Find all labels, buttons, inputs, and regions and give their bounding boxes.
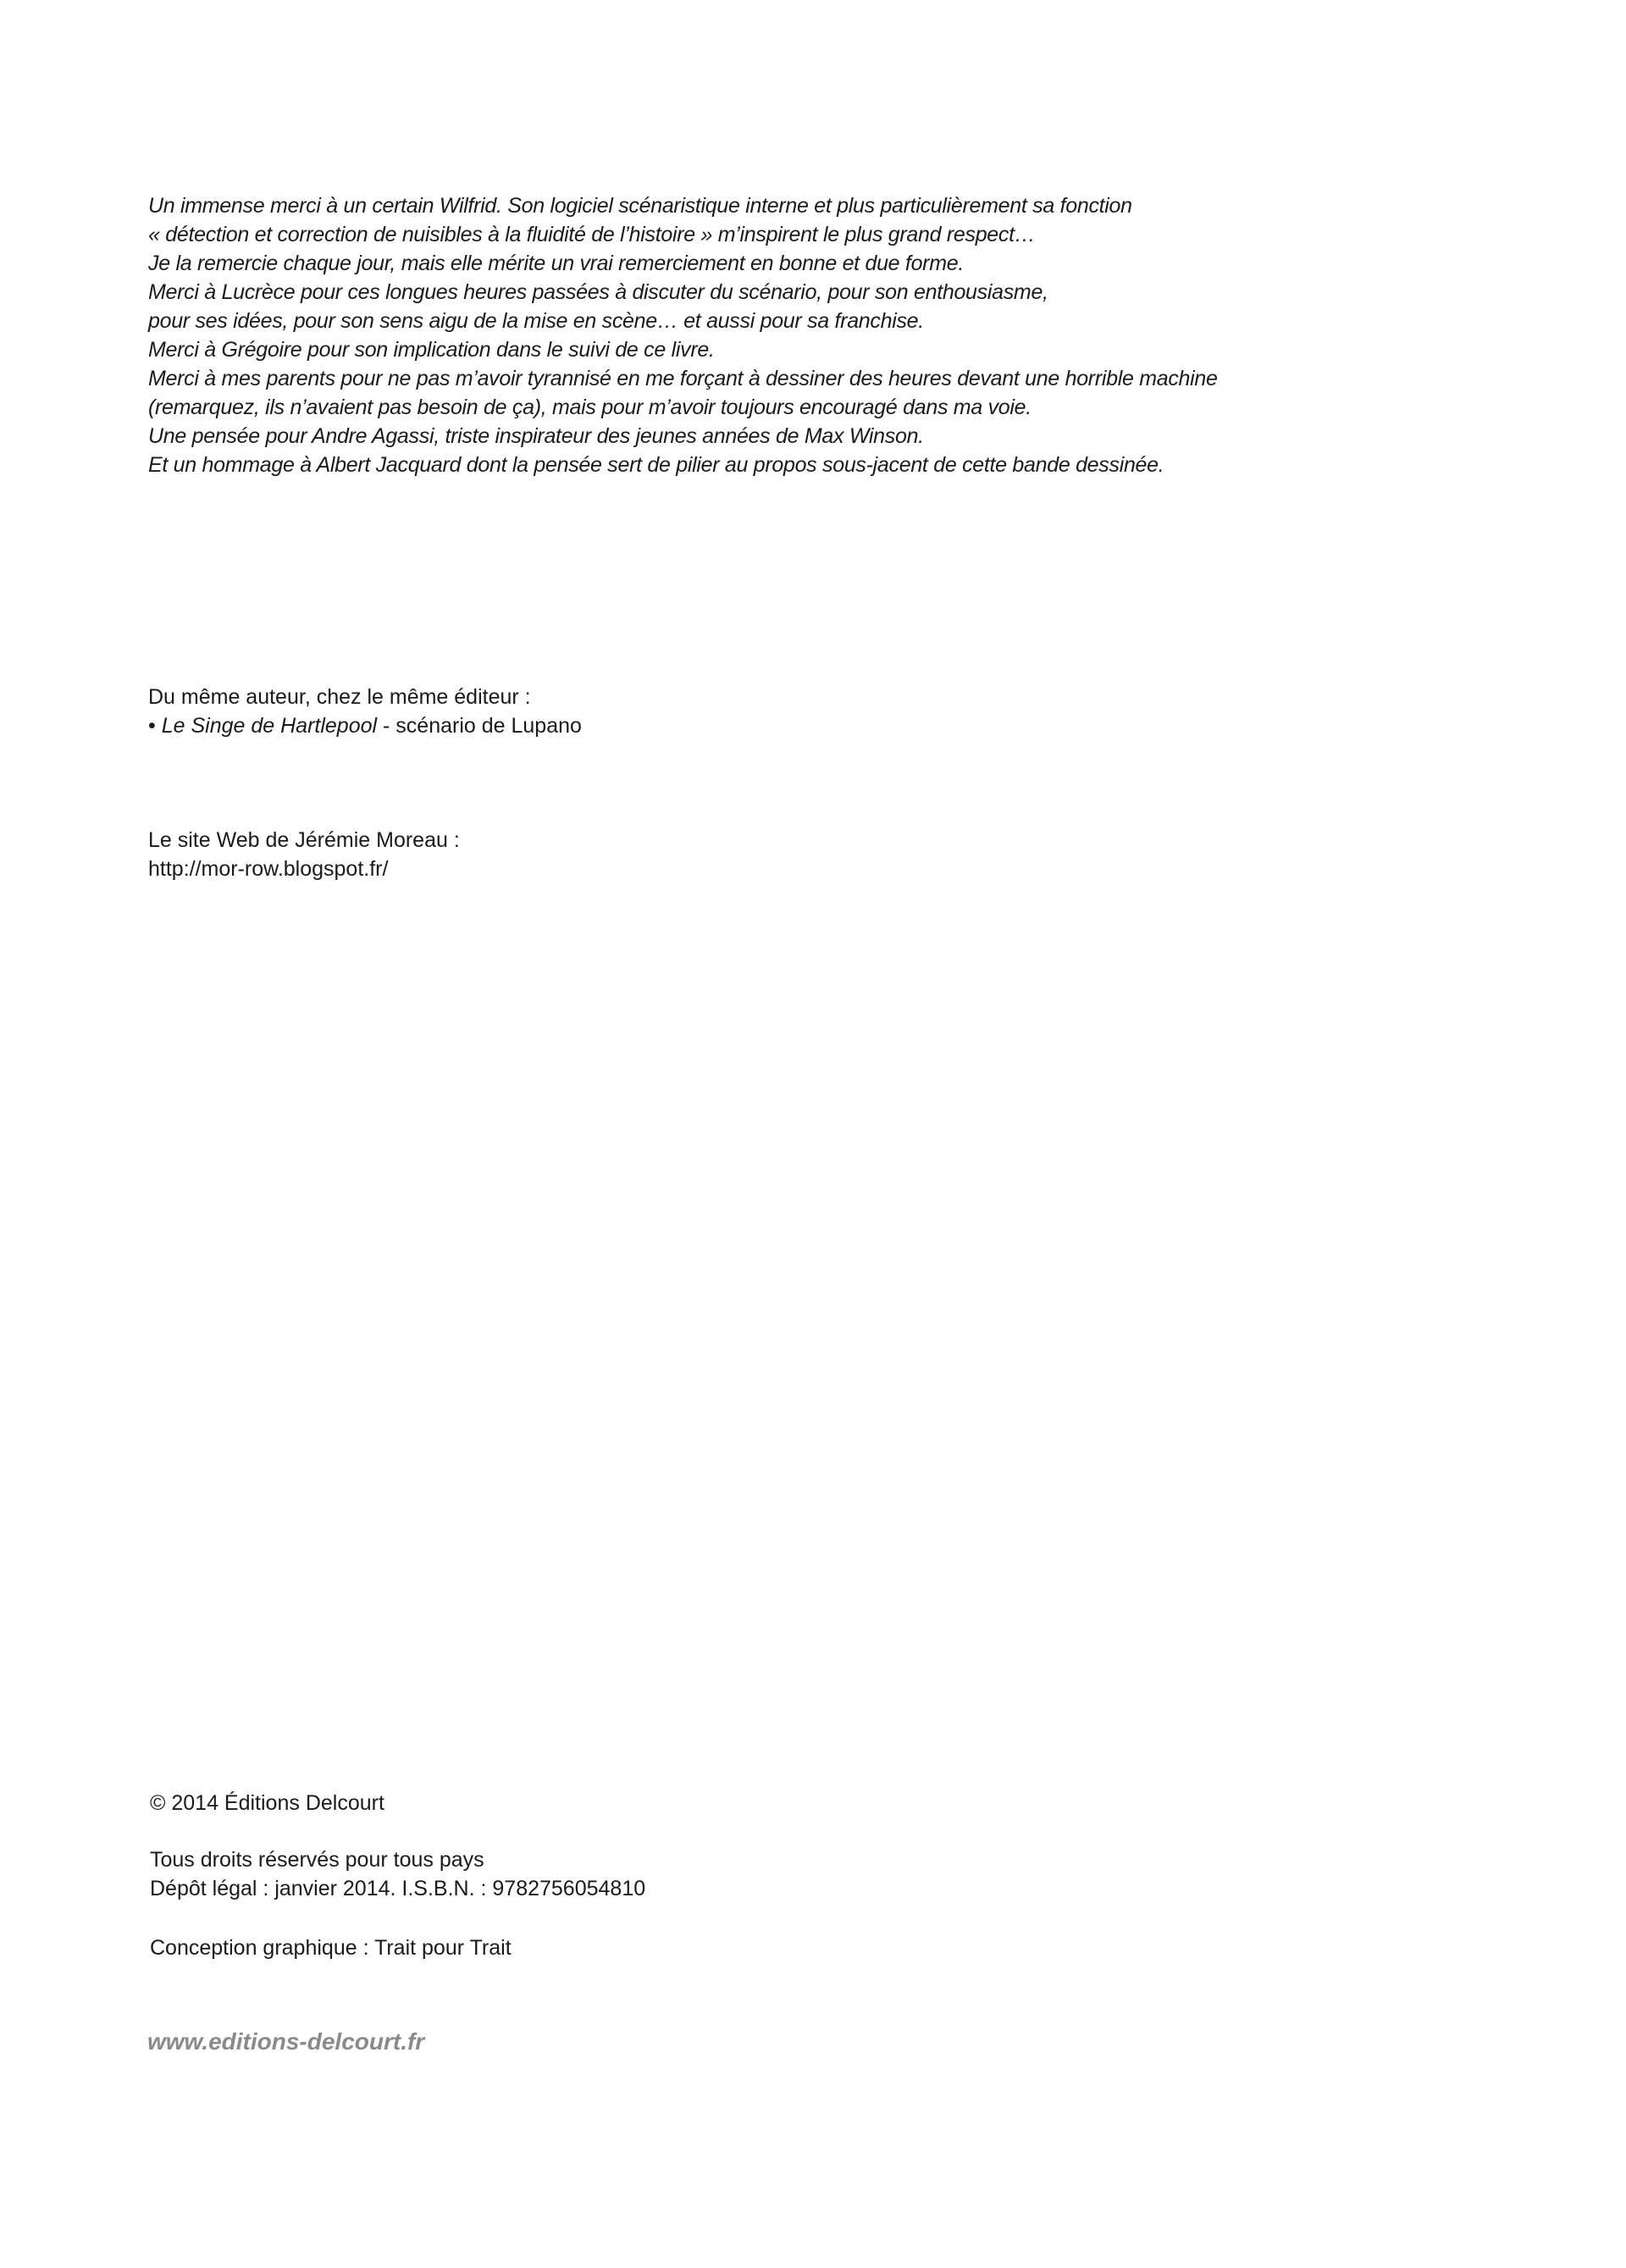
graphic-design-credit: Conception graphique : Trait pour Trait bbox=[150, 1936, 512, 1960]
acknowledgements bbox=[148, 191, 1218, 479]
legal-section bbox=[150, 1845, 645, 1903]
thanks-line: Merci à Grégoire pour son implication dans le suivi de ce livre. bbox=[148, 338, 715, 362]
thanks-line: Merci à Lucrèce pour ces longues heures passées à discuter du scénario, pour son enthousiasme, bbox=[148, 280, 1048, 304]
website-section bbox=[148, 826, 460, 883]
same-author-heading: Du même auteur, chez le même éditeur : bbox=[148, 685, 531, 709]
book-title: Le Singe de Hartlepool bbox=[161, 714, 378, 738]
thanks-line: « détection et correction de nuisibles à la fluidité de l’histoire » m’inspirent le plus grand respect… bbox=[148, 223, 1036, 246]
copyright: © 2014 Éditions Delcourt bbox=[150, 1791, 384, 1815]
website-url[interactable]: http://mor-row.blogspot.fr/ bbox=[148, 857, 389, 881]
publisher-url[interactable]: www.editions-delcourt.fr bbox=[147, 2028, 425, 2055]
website-label: Le site Web de Jérémie Moreau : bbox=[148, 828, 460, 852]
thanks-line: pour ses idées, pour son sens aigu de la mise en scène… et aussi pour sa franchise. bbox=[148, 309, 924, 333]
thanks-line: Une pensée pour Andre Agassi, triste inspirateur des jeunes années de Max Winson. bbox=[148, 424, 924, 448]
thanks-line: Un immense merci à un certain Wilfrid. Son logiciel scénaristique interne et plus particulièrement sa fonction bbox=[148, 194, 1132, 218]
bullet: • bbox=[148, 714, 156, 738]
legal-deposit: Dépôt légal : janvier 2014. I.S.B.N. : 9782756054810 bbox=[150, 1877, 646, 1900]
rights-text: Tous droits réservés pour tous pays bbox=[150, 1848, 484, 1872]
same-author-section bbox=[148, 683, 582, 740]
thanks-line: Merci à mes parents pour ne pas m’avoir tyrannisé en me forçant à dessiner des heures devant une horrible machine bbox=[148, 367, 1218, 390]
thanks-line: Et un hommage à Albert Jacquard dont la pensée sert de pilier au propos sous-jacent de cette bande dessinée. bbox=[148, 453, 1164, 477]
thanks-line: Je la remercie chaque jour, mais elle mérite un vrai remerciement en bonne et due forme. bbox=[148, 252, 964, 275]
thanks-line: (remarquez, ils n’avaient pas besoin de ça), mais pour m’avoir toujours encouragé dans ma voie. bbox=[148, 396, 1031, 419]
book-entry bbox=[148, 711, 582, 740]
book-credit: - scénario de Lupano bbox=[377, 714, 582, 738]
